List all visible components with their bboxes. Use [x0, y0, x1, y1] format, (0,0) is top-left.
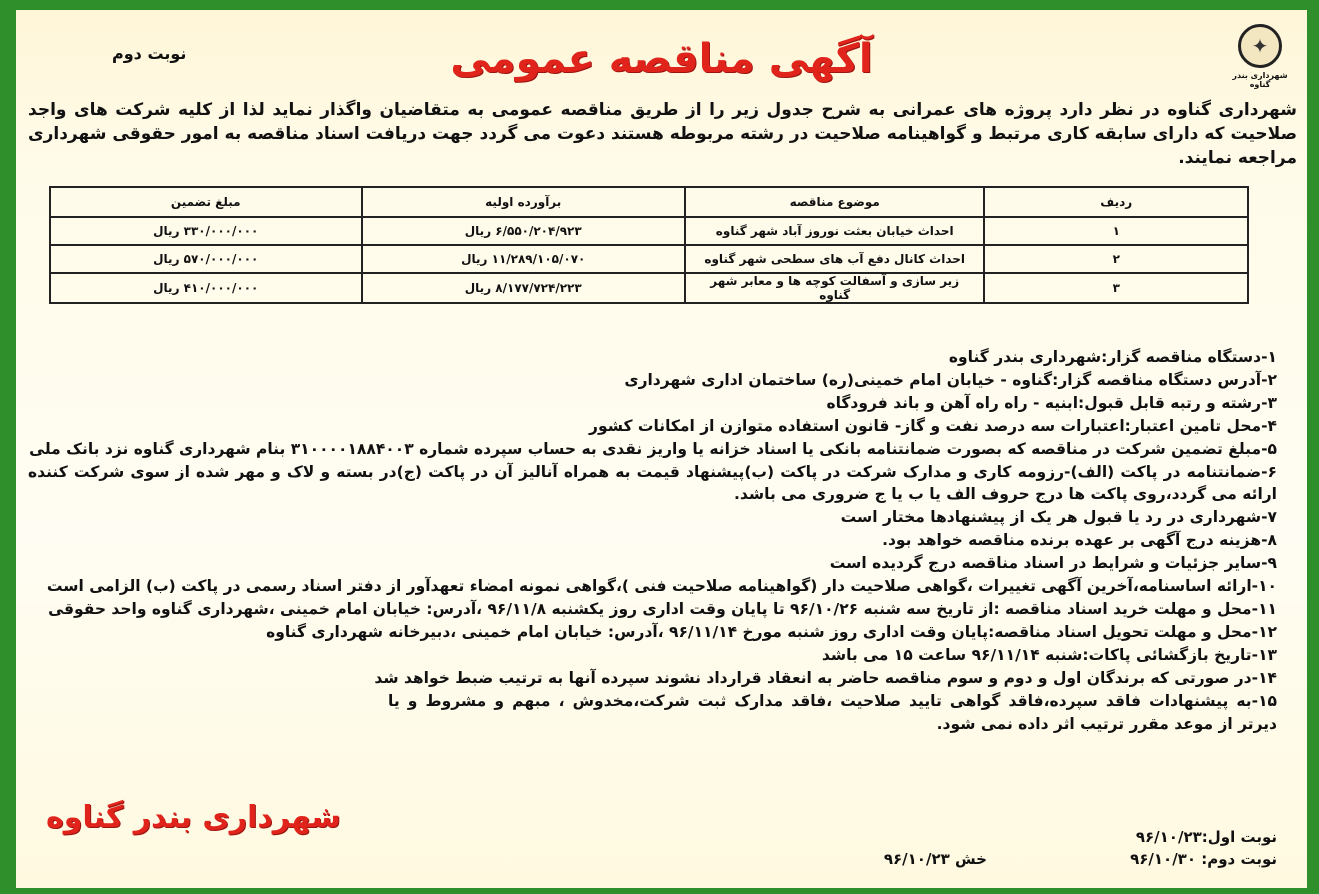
- condition-item: ۲-آدرس دستگاه مناقصه گزار:گناوه - خیابان امام خمینی(ره) ساختمان اداری شهرداری: [624, 370, 1277, 389]
- signature: شهرداری بندر گناوه: [46, 800, 341, 835]
- tender-notice: [16, 10, 1307, 888]
- row-number: ۲: [984, 245, 1248, 273]
- khsh-date: خش ۹۶/۱۰/۲۳: [883, 850, 987, 868]
- row-subject: احداث خیابان بعثت نوروز آباد شهر گناوه: [685, 217, 985, 245]
- condition-item: ۹-سایر جزئیات و شرایط در اسناد مناقصه درج گردیده است: [829, 554, 1277, 573]
- header-row-number: ردیف: [984, 187, 1248, 217]
- row-estimate: ۶/۵۵۰/۲۰۴/۹۲۳ ریال: [362, 217, 685, 245]
- conditions-list: [28, 346, 1277, 735]
- row-estimate: ۸/۱۷۷/۷۲۴/۲۲۳ ریال: [362, 273, 685, 303]
- condition-item: ۵-مبلغ تضمین شرکت در مناقصه که بصورت ضمانتنامه بانکی یا اسناد خزانه یا واریز نقدی به حساب سپرده شماره ۳۱۰۰۰۰۱۸۸۴۰۰۳ بنام شهرداری گناوه نزد بانک ملی: [29, 439, 1277, 458]
- condition-item: ۸-هزینه درج آگهی بر عهده برنده مناقصه خواهد بود.: [882, 531, 1277, 550]
- logo-caption: شهرداری بندر گناوه: [1232, 71, 1288, 89]
- condition-item: ۱۰-ارائه اساسنامه،آخرین آگهی تغییرات ،گواهی صلاحیت دار (گواهینامه صلاحیت فنی )،گواهی نمونه امضاء تعهدآور از دفتر اسناد رسمی در پاکت (ب) الزامی است: [46, 577, 1277, 596]
- table-row: [50, 273, 1248, 303]
- tender-table: [49, 186, 1249, 304]
- condition-item: ۶-ضمانتنامه در پاکت (الف)-رزومه کاری و مدارک شرکت در پاکت (ب)پیشنهاد قیمت به همراه آنالیز آن در پاکت (ج)در بسته و لاک و مهر شده از سوی شرکت کننده ارائه می گردد،روی پاکت ها درج حروف الف یا ب یا ج ضروری می باشد.: [28, 462, 1277, 504]
- first-round-date: نوبت اول:۹۶/۱۰/۲۳: [1135, 828, 1277, 846]
- condition-item: ۱-دستگاه مناقصه گزار:شهرداری بندر گناوه: [948, 348, 1277, 366]
- row-subject: احداث کانال دفع آب های سطحی شهر گناوه: [685, 245, 985, 273]
- table-row: [50, 217, 1248, 245]
- header-guarantee: مبلغ تضمین: [50, 187, 362, 217]
- condition-item: ۷-شهرداری در رد یا قبول هر یک از پیشنهادها مختار است: [840, 508, 1277, 527]
- row-number: ۳: [984, 273, 1248, 303]
- row-guarantee: ۴۱۰/۰۰۰/۰۰۰ ریال: [50, 273, 362, 303]
- header-estimate: برآورده اولیه: [362, 187, 685, 217]
- condition-item: ۱۳-تاریخ بازگشائی پاکات:شنبه ۹۶/۱۱/۱۴ ساعت ۱۵ می باشد: [821, 645, 1277, 664]
- condition-item: ۱۲-محل و مهلت تحویل اسناد مناقصه:پایان وقت اداری روز شنبه مورخ ۹۶/۱۱/۱۴ ،آدرس: خیابان امام خمینی ،دبیرخانه شهرداری گناوه: [266, 622, 1277, 641]
- condition-item: ۴-محل تامین اعتبار:اعتبارات سه درصد نفت و گاز- قانون استفاده متوازن از امکانات کشور: [589, 416, 1277, 435]
- row-guarantee: ۵۷۰/۰۰۰/۰۰۰ ریال: [50, 245, 362, 273]
- row-estimate: ۱۱/۲۸۹/۱۰۵/۰۷۰ ریال: [362, 245, 685, 273]
- row-subject: زیر سازی و آسفالت کوچه ها و معابر شهر گناوه: [685, 273, 985, 303]
- table-header-row: [50, 187, 1248, 217]
- intro-paragraph: شهرداری گناوه در نظر دارد پروژه های عمرانی به شرح جدول زیر را از طریق مناقصه عمومی به متقاضیان واگذار نماید لذا از کلیه شرکت های واجد صلاحیت که دارای سابقه کاری مرتبط و گواهینامه صلاحیت در رشته مربوطه هستند دعوت می گردد جهت دریافت اسناد مناقصه به امور حقوقی شهرداری مراجعه نمایند.: [28, 100, 1297, 168]
- condition-item: ۱۴-در صورتی که برندگان اول و دوم و سوم مناقصه حاضر به انعقاد قرارداد نشوند سپرده آنها به ترتیب ضبط خواهد شد: [374, 668, 1277, 687]
- notice-title: آگهی مناقصه عمومی: [450, 36, 873, 82]
- condition-item: ۳-رشته و رتبه قابل قبول:ابنیه - راه راه آهن و باند فرودگاه: [826, 393, 1277, 412]
- round-label: نوبت دوم: [112, 44, 187, 63]
- condition-item: ۱۵-به پیشنهادات فاقد سپرده،فاقد گواهی تایید صلاحیت ،فاقد مدارک ثبت شرکت،مخدوش ، مبهم و مشروط و یا دیرتر از موعد مقرر ترتیب اثر داده نمی شود.: [388, 691, 1277, 733]
- header-subject: موضوع مناقصه: [685, 187, 985, 217]
- condition-item: ۱۱-محل و مهلت خرید اسناد مناقصه :از تاریخ سه شنبه ۹۶/۱۰/۲۶ تا پایان وقت اداری روز یکشنبه ۹۶/۱۱/۸ ،آدرس: خیابان امام خمینی ،شهرداری گناوه واحد حقوقی: [48, 599, 1277, 618]
- emblem-icon: ✦: [1238, 24, 1282, 68]
- table-row: [50, 245, 1248, 273]
- row-guarantee: ۳۳۰/۰۰۰/۰۰۰ ریال: [50, 217, 362, 245]
- second-round-date: نوبت دوم: ۹۶/۱۰/۳۰: [1130, 850, 1277, 868]
- row-number: ۱: [984, 217, 1248, 245]
